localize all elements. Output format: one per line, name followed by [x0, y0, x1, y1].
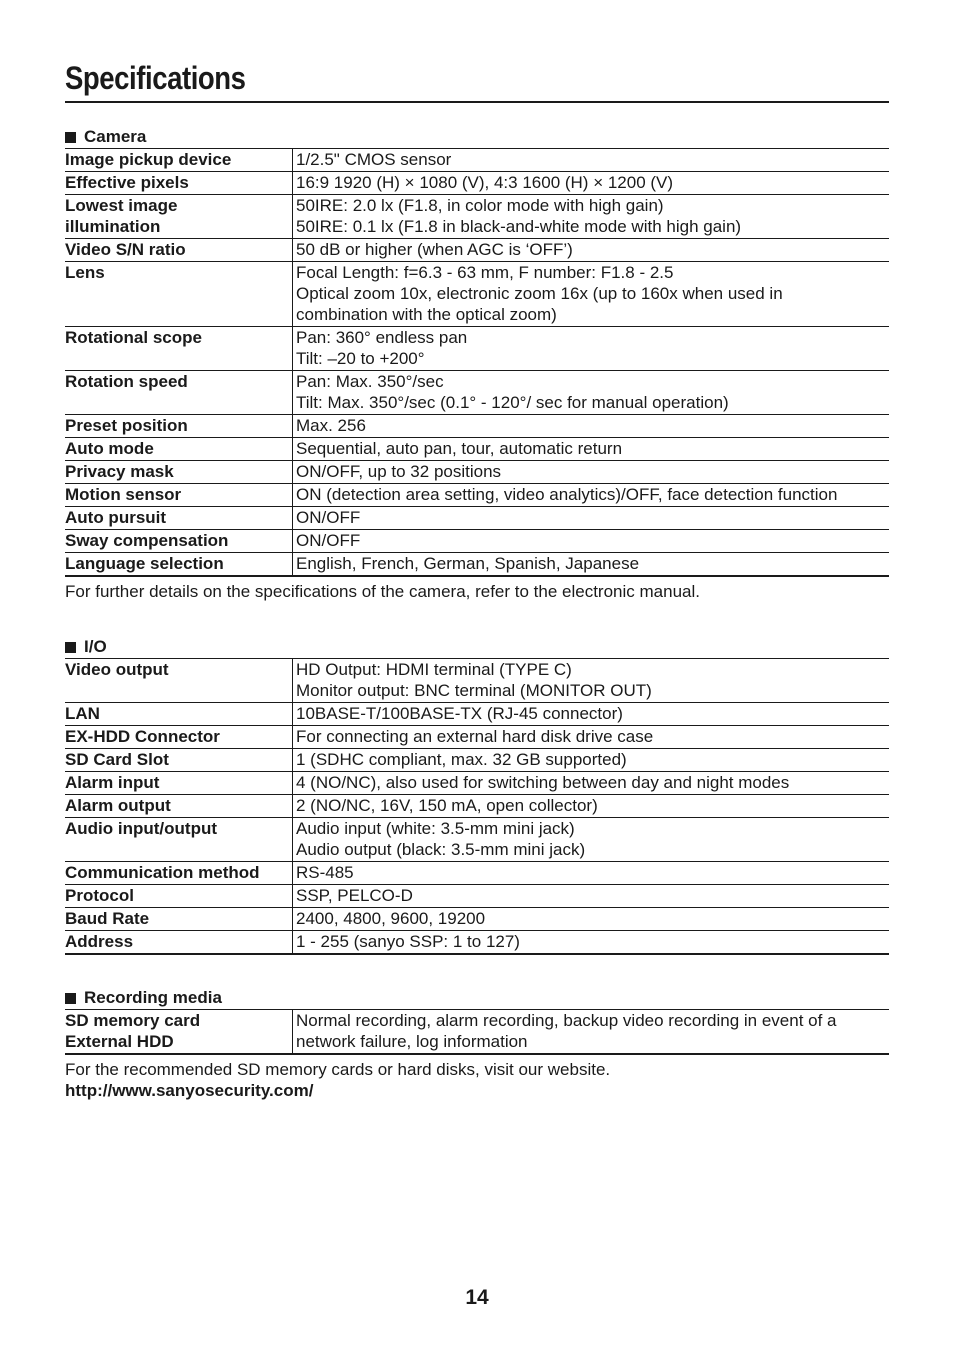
- website-link[interactable]: http://www.sanyosecurity.com/: [65, 1081, 314, 1100]
- spec-value-line: 16:9 1920 (H) × 1080 (V), 4:3 1600 (H) × 1200 (V): [296, 173, 674, 192]
- spec-value: [293, 795, 890, 818]
- spec-label: [65, 1010, 293, 1055]
- spec-value: [293, 818, 890, 862]
- spec-label: [65, 659, 293, 703]
- table-row: [65, 1010, 889, 1055]
- table-row: [65, 530, 889, 553]
- spec-label-line: Lowest image: [65, 196, 178, 215]
- spec-value: [293, 862, 890, 885]
- recording-note: For the recommended SD memory cards or hard disks, visit our website.: [65, 1060, 611, 1079]
- spec-label: [65, 239, 293, 262]
- spec-value-line: 50IRE: 0.1 lx (F1.8 in black-and-white mode with high gain): [296, 217, 742, 236]
- spec-label: [65, 262, 293, 327]
- page-number: 14: [465, 1286, 489, 1309]
- table-row: [65, 703, 889, 726]
- spec-value-line: Monitor output: BNC terminal (MONITOR OUT): [296, 681, 652, 700]
- spec-value-line: Optical zoom 10x, electronic zoom 16x (up to 160x when used in: [296, 284, 783, 303]
- spec-value: [293, 530, 890, 553]
- table-row: [65, 553, 889, 577]
- spec-label-line: Sway compensation: [65, 531, 229, 550]
- spec-value-line: Audio input (white: 3.5-mm mini jack): [296, 819, 575, 838]
- spec-value: [293, 371, 890, 415]
- spec-label: [65, 818, 293, 862]
- spec-label-line: Video S/N ratio: [65, 240, 186, 259]
- spec-label-line: Communication method: [65, 863, 260, 882]
- spec-label-line: EX-HDD Connector: [65, 727, 220, 746]
- table-row: [65, 749, 889, 772]
- square-bullet-icon: [65, 993, 76, 1004]
- table-row: [65, 726, 889, 749]
- spec-label-line: Alarm input: [65, 773, 160, 792]
- spec-value: [293, 703, 890, 726]
- spec-value-line: Normal recording, alarm recording, backup video recording in event of a: [296, 1011, 837, 1030]
- table-row: [65, 484, 889, 507]
- spec-value-line: combination with the optical zoom): [296, 305, 557, 324]
- spec-value-line: SSP, PELCO-D: [296, 886, 413, 905]
- recording-section: [65, 987, 889, 1101]
- spec-label: [65, 484, 293, 507]
- spec-value: [293, 415, 890, 438]
- spec-label: [65, 438, 293, 461]
- spec-label: [65, 908, 293, 931]
- spec-value-line: ON/OFF, up to 32 positions: [296, 462, 502, 481]
- spec-label: [65, 726, 293, 749]
- table-row: [65, 149, 889, 172]
- camera-note: For further details on the specifications of the camera, refer to the electronic manual.: [65, 582, 700, 601]
- spec-value-line: ON (detection area setting, video analytics)/OFF, face detection function: [296, 485, 838, 504]
- section-heading-recording: Recording media: [65, 987, 889, 1009]
- spec-label-line: Preset position: [65, 416, 188, 435]
- spec-value: [293, 239, 890, 262]
- table-row: [65, 772, 889, 795]
- spec-label: [65, 931, 293, 955]
- spec-label-line: Auto mode: [65, 439, 154, 458]
- io-section: [65, 636, 889, 955]
- table-row: [65, 908, 889, 931]
- spec-value: [293, 749, 890, 772]
- section-heading-camera: Camera: [65, 126, 889, 148]
- spec-label: [65, 149, 293, 172]
- spec-label-line: Protocol: [65, 886, 134, 905]
- table-row: [65, 371, 889, 415]
- spec-label-line: Auto pursuit: [65, 508, 167, 527]
- spec-label-line: Rotational scope: [65, 328, 202, 347]
- spec-value: [293, 149, 890, 172]
- spec-label: [65, 461, 293, 484]
- spec-label: [65, 415, 293, 438]
- spec-label: [65, 703, 293, 726]
- table-row: [65, 885, 889, 908]
- spec-value-line: 4 (NO/NC), also used for switching between day and night modes: [296, 773, 790, 792]
- spec-label: [65, 172, 293, 195]
- spec-value-line: 50IRE: 2.0 lx (F1.8, in color mode with high gain): [296, 196, 664, 215]
- spec-value: [293, 726, 890, 749]
- spec-value-line: Tilt: Max. 350°/sec (0.1° - 120°/ sec for manual operation): [296, 393, 729, 412]
- spec-value: [293, 908, 890, 931]
- spec-value: [293, 262, 890, 327]
- spec-value: [293, 553, 890, 577]
- io-spec-table: [65, 658, 889, 955]
- camera-section: [65, 126, 889, 602]
- spec-value-line: 1 - 255 (sanyo SSP: 1 to 127): [296, 932, 520, 951]
- spec-label: [65, 749, 293, 772]
- table-row: [65, 461, 889, 484]
- spec-label-line: Audio input/output: [65, 819, 217, 838]
- recording-spec-table: [65, 1009, 889, 1055]
- table-row: [65, 931, 889, 955]
- spec-value-line: Pan: Max. 350°/sec: [296, 372, 444, 391]
- table-row: [65, 262, 889, 327]
- spec-value-line: 10BASE-T/100BASE-TX (RJ-45 connector): [296, 704, 623, 723]
- spec-value-line: 50 dB or higher (when AGC is ‘OFF’): [296, 240, 573, 259]
- spec-label-line: SD memory card: [65, 1011, 201, 1030]
- spec-value: [293, 461, 890, 484]
- square-bullet-icon: [65, 642, 76, 653]
- table-row: [65, 659, 889, 703]
- spec-label-line: Lens: [65, 263, 105, 282]
- spec-value: [293, 772, 890, 795]
- spec-value: [293, 507, 890, 530]
- spec-value: [293, 438, 890, 461]
- spec-value-line: Focal Length: f=6.3 - 63 mm, F number: F1.8 - 2.5: [296, 263, 674, 282]
- spec-value-line: RS-485: [296, 863, 354, 882]
- spec-value-line: English, French, German, Spanish, Japanese: [296, 554, 640, 573]
- spec-label: [65, 553, 293, 577]
- spec-value-line: For connecting an external hard disk drive case: [296, 727, 654, 746]
- table-row: [65, 172, 889, 195]
- spec-value-line: ON/OFF: [296, 508, 361, 527]
- section-heading-io: I/O: [65, 636, 889, 658]
- spec-label-line: Privacy mask: [65, 462, 174, 481]
- table-row: [65, 415, 889, 438]
- table-row: [65, 818, 889, 862]
- spec-value-line: HD Output: HDMI terminal (TYPE C): [296, 660, 572, 679]
- spec-label-line: Effective pixels: [65, 173, 189, 192]
- spec-value: [293, 327, 890, 371]
- table-row: [65, 862, 889, 885]
- table-row: [65, 795, 889, 818]
- square-bullet-icon: [65, 132, 76, 143]
- spec-value-line: 1 (SDHC compliant, max. 32 GB supported): [296, 750, 627, 769]
- spec-label: [65, 795, 293, 818]
- spec-label: [65, 772, 293, 795]
- title-rule: [65, 101, 889, 103]
- spec-label-line: Video output: [65, 660, 169, 679]
- table-row: [65, 507, 889, 530]
- page-title: Specifications: [65, 60, 246, 96]
- spec-value: [293, 931, 890, 955]
- table-row: [65, 239, 889, 262]
- spec-value-line: Pan: 360° endless pan: [296, 328, 468, 347]
- spec-label-line: External HDD: [65, 1032, 174, 1051]
- spec-value: [293, 172, 890, 195]
- spec-value: [293, 1010, 890, 1055]
- spec-label: [65, 862, 293, 885]
- spec-value-line: Max. 256: [296, 416, 366, 435]
- spec-label: [65, 195, 293, 239]
- spec-label-line: Language selection: [65, 554, 224, 573]
- camera-spec-table: [65, 148, 889, 577]
- spec-label: [65, 371, 293, 415]
- spec-label-line: illumination: [65, 217, 161, 236]
- spec-label-line: LAN: [65, 704, 100, 723]
- spec-label: [65, 507, 293, 530]
- spec-value: [293, 484, 890, 507]
- spec-label: [65, 327, 293, 371]
- spec-value-line: 2400, 4800, 9600, 19200: [296, 909, 486, 928]
- spec-value-line: Audio output (black: 3.5-mm mini jack): [296, 840, 586, 859]
- table-row: [65, 327, 889, 371]
- spec-value-line: Sequential, auto pan, tour, automatic return: [296, 439, 623, 458]
- spec-label-line: Baud Rate: [65, 909, 150, 928]
- spec-value-line: ON/OFF: [296, 531, 361, 550]
- table-row: [65, 438, 889, 461]
- spec-label: [65, 885, 293, 908]
- spec-value-line: 2 (NO/NC, 16V, 150 mA, open collector): [296, 796, 598, 815]
- spec-value: [293, 885, 890, 908]
- spec-label-line: Address: [65, 932, 134, 951]
- spec-value: [293, 195, 890, 239]
- spec-label-line: Rotation speed: [65, 372, 188, 391]
- table-row: [65, 195, 889, 239]
- spec-value: [293, 659, 890, 703]
- spec-label-line: Image pickup device: [65, 150, 232, 169]
- spec-label-line: Alarm output: [65, 796, 171, 815]
- spec-value-line: network failure, log information: [296, 1032, 528, 1051]
- spec-label-line: SD Card Slot: [65, 750, 169, 769]
- spec-label-line: Motion sensor: [65, 485, 182, 504]
- spec-value-line: Tilt: –20 to +200°: [296, 349, 425, 368]
- spec-label: [65, 530, 293, 553]
- spec-value-line: 1/2.5" CMOS sensor: [296, 150, 452, 169]
